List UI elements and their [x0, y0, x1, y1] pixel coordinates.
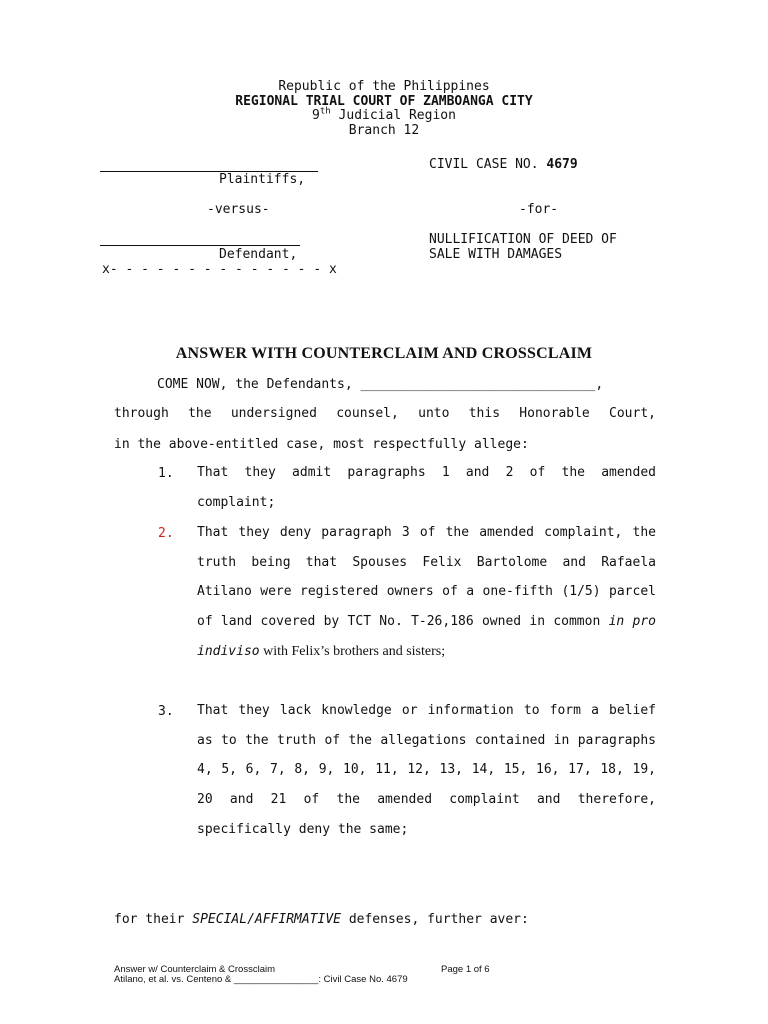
- case-nature-line2: SALE WITH DAMAGES: [429, 247, 563, 262]
- intro-line-1: [157, 377, 603, 392]
- paragraph-1-number: 1.: [158, 466, 174, 481]
- defendants-blank: ______________________________: [360, 377, 596, 392]
- paragraph-3-text: That they lack knowledge or information to form a belief as to the truth of the allegations contained in paragraphs 4, 5, 6, 7, 8, 9, 10, 11, 12, 13, 14, 15, 16, 17, 18, 19, 20 and 21 of the amended complaint and therefore, specifically deny the same;: [197, 703, 656, 837]
- for-label: -for-: [519, 202, 559, 217]
- case-number-line: [429, 157, 578, 172]
- header-branch: Branch 12: [348, 123, 420, 138]
- affirmative-defenses-intro: [114, 912, 529, 927]
- footer-page-number: Page 1 of 6: [441, 964, 490, 975]
- versus-label: -versus-: [207, 202, 270, 217]
- closing-text-b: defenses, further aver:: [341, 912, 529, 927]
- header-region: [0, 108, 768, 123]
- intro-line-2: through the undersigned counsel, unto this Honorable Court,: [114, 406, 656, 421]
- paragraph-2-text: [197, 518, 656, 667]
- caption-x-line: x- - - - - - - - - - - - - - x: [102, 262, 337, 277]
- intro-text-b: ,: [595, 377, 604, 392]
- header-region-text: Judicial Region: [330, 108, 456, 123]
- document-title: ANSWER WITH COUNTERCLAIM AND CROSSCLAIM: [175, 345, 593, 362]
- paragraph-2-italic: in pro indiviso: [197, 614, 656, 659]
- paragraph-1-text: That they admit paragraphs 1 and 2 of the amended complaint;: [197, 465, 656, 510]
- defendant-label: Defendant,: [219, 247, 298, 262]
- case-label: CIVIL CASE NO.: [429, 157, 547, 172]
- paragraph-2-text-b: with Felix’s brothers and sisters;: [259, 643, 446, 659]
- case-number: 4679: [546, 157, 578, 172]
- footer-case-caption: Atilano, et al. vs. Centeno & ________________: Civil Case No. 4679: [114, 974, 408, 985]
- plaintiffs-label: Plaintiffs,: [219, 172, 306, 187]
- header-region-number: 9: [312, 108, 320, 123]
- intro-line-3: in the above-entitled case, most respectfully allege:: [114, 437, 529, 452]
- closing-text-a: for their: [114, 912, 193, 927]
- header-court: REGIONAL TRIAL COURT OF ZAMBOANGA CITY: [235, 94, 533, 109]
- paragraph-2-text-a: That they deny paragraph 3 of the amended complaint, the truth being that Spouses Felix Bartolome and Rafaela Atilano were registered owners of a one-fifth (1/5) parcel of land covered by TCT No. T-26,186 owned in common: [197, 525, 656, 630]
- closing-italic: SPECIAL/AFFIRMATIVE: [192, 912, 341, 927]
- intro-text-a: COME NOW, the Defendants,: [157, 377, 361, 392]
- header-region-suffix: th: [319, 106, 331, 117]
- paragraph-2-number: 2.: [158, 526, 174, 541]
- defendant-blank-line: [100, 245, 300, 246]
- header-republic: Republic of the Philippines: [278, 79, 490, 94]
- case-nature-line1: NULLIFICATION OF DEED OF: [429, 232, 617, 247]
- paragraph-3-number: 3.: [158, 704, 174, 719]
- footer-title: Answer w/ Counterclaim & Crossclaim: [114, 964, 276, 975]
